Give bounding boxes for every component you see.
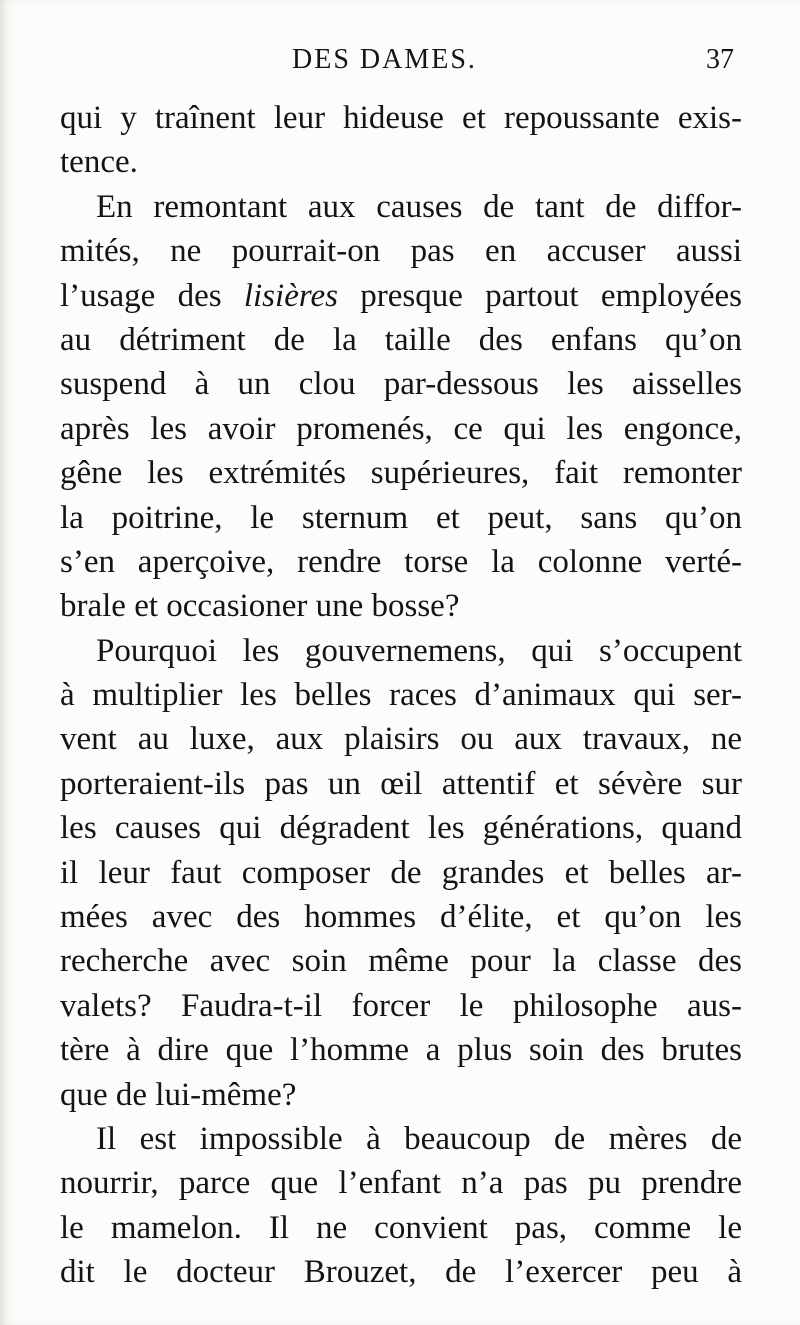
text-line: après les avoir promenés, ce qui les engonce, (60, 410, 742, 447)
italic-term: lisières (243, 277, 338, 314)
text-segment: presque partout employées (337, 277, 742, 314)
text-line: qui y traînent leur hideuse et repoussante exis- (60, 100, 742, 136)
paragraph (60, 185, 742, 629)
text-segment: l’usage des (60, 277, 244, 314)
text-line: le mamelon. Il ne convient pas, comme le (60, 1209, 742, 1246)
text-line: nourrir, parce que l’enfant n’a pas pu prendre (60, 1165, 742, 1202)
text-line: Il est impossible à beaucoup de mères de (96, 1120, 742, 1157)
text-line: valets? Faudra-t-il forcer le philosophe aus- (60, 987, 742, 1024)
text-line: dit le docteur Brouzet, de l’exercer peu à (60, 1254, 742, 1291)
page-header (0, 44, 800, 84)
text-line: mités, ne pourrait-on pas en accuser aussi (60, 233, 742, 270)
text-line: mées avec des hommes d’élite, et qu’on les (60, 899, 742, 936)
body-text (60, 96, 742, 1295)
page-number: 37 (706, 44, 734, 75)
paragraph (60, 96, 742, 185)
text-line: la poitrine, le sternum et peut, sans qu’on (60, 499, 742, 536)
text-line: à multiplier les belles races d’animaux qui ser- (60, 677, 742, 714)
text-line: il leur faut composer de grandes et belles ar- (60, 854, 742, 891)
text-line: En remontant aux causes de tant de diffor- (96, 188, 742, 225)
text-line: vent au luxe, aux plaisirs ou aux travaux, ne (60, 721, 742, 758)
text-line: au détriment de la taille des enfans qu’on (60, 321, 742, 358)
text-line: tère à dire que l’homme a plus soin des brutes (60, 1032, 742, 1069)
text-line: s’en aperçoive, rendre torse la colonne verté- (60, 543, 742, 580)
paragraph (60, 629, 742, 1117)
text-line: gêne les extrémités supérieures, fait remonter (60, 455, 742, 492)
running-title: DES DAMES. (292, 44, 477, 75)
text-line: recherche avec soin même pour la classe des (60, 943, 742, 980)
text-line: suspend à un clou par-dessous les aisselles (60, 366, 742, 403)
text-line: les causes qui dégradent les générations, quand (60, 810, 742, 847)
text-line: que de lui-même? (60, 1076, 297, 1113)
text-line: tence. (60, 144, 138, 181)
text-line: Pourquoi les gouvernemens, qui s’occupent (96, 632, 742, 669)
text-line: porteraient-ils pas un œil attentif et sévère sur (60, 765, 742, 802)
text-line: brale et occasioner une bosse? (60, 588, 460, 625)
text-line (60, 274, 742, 318)
paragraph (60, 1117, 742, 1295)
